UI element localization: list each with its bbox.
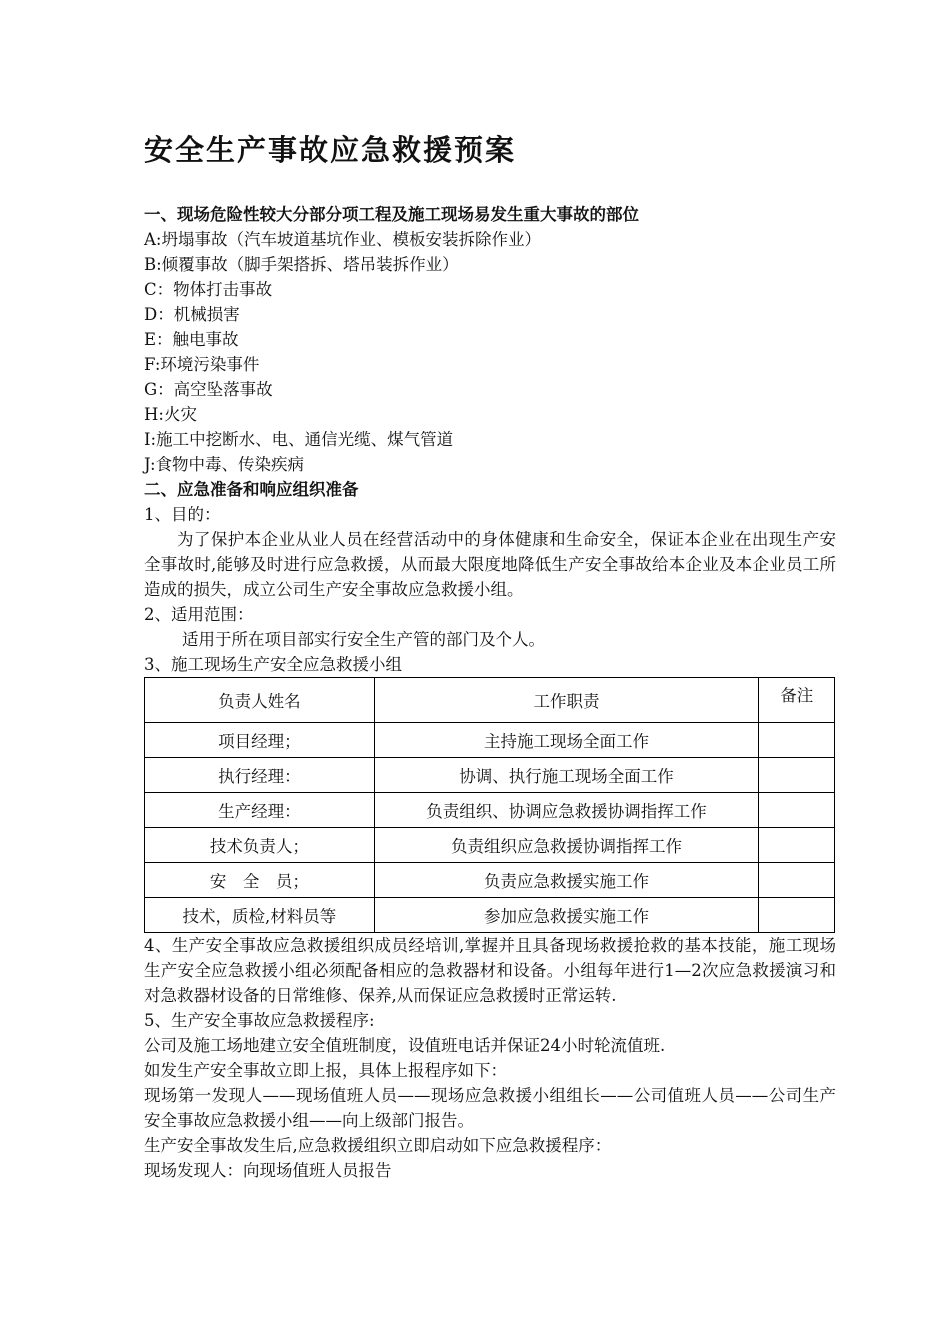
cell-note (759, 898, 835, 933)
table-header-row (145, 678, 835, 723)
table-row (145, 828, 835, 863)
hazard-item: B:倾覆事故（脚手架搭拆、塔吊装拆作业） (144, 255, 459, 274)
hazard-item: I:施工中挖断水、电、通信光缆、煤气管道 (144, 430, 454, 449)
hazard-item: C：物体打击事故 (144, 280, 273, 299)
cell-note (759, 793, 835, 828)
hazard-item: D：机械损害 (144, 305, 240, 324)
table-row (145, 863, 835, 898)
section2-heading: 二、应急准备和响应组织准备 (144, 480, 359, 499)
hazard-item: E：触电事故 (144, 330, 239, 349)
cell-note (759, 863, 835, 898)
hazard-item: H:火灾 (144, 405, 197, 424)
hazard-item: A:坍塌事故（汽车坡道基坑作业、模板安装拆除作业） (144, 230, 541, 249)
purpose-label: 1、目的： (144, 505, 221, 524)
table-row (145, 723, 835, 758)
rescue-team-table (144, 677, 835, 933)
after-line: 现场发现人：向现场值班人员报告 (144, 1161, 392, 1180)
hazard-list (144, 227, 836, 477)
after-line: 生产安全事故发生后,应急救援组织立即启动如下应急救援程序： (144, 1136, 612, 1155)
cell-duty: 协调、执行施工现场全面工作 (374, 758, 759, 793)
report-chain: 现场第一发现人——现场值班人员——现场应急救援小组组长——公司值班人员——公司生产安全事故应急救援小组——向上级部门报告。 (144, 1086, 836, 1130)
table-row (145, 758, 835, 793)
table-row (145, 898, 835, 933)
team-label: 3、施工现场生产安全应急救援小组 (144, 655, 402, 674)
hazard-item: J:食物中毒、传染疾病 (144, 455, 305, 474)
procedure-label: 5、生产安全事故应急救援程序: (144, 1011, 375, 1030)
cell-note (759, 758, 835, 793)
scope-label: 2、适用范围： (144, 605, 254, 624)
document-page (144, 128, 836, 1183)
purpose-text: 为了保护本企业从业人员在经营活动中的身体健康和生命安全，保证本企业在出现生产安全事故时,能够及时进行应急救援，从而最大限度地降低生产安全事故给本企业及本企业员工所造成的损失，成立公司生产安全事故应急救援小组。 (144, 530, 836, 599)
cell-duty: 负责应急救援实施工作 (374, 863, 759, 898)
section1-heading: 一、现场危险性较大分部分项工程及施工现场易发生重大事故的部位 (144, 205, 639, 224)
cell-name: 执行经理： (145, 758, 375, 793)
cell-note (759, 828, 835, 863)
hazard-item: G：高空坠落事故 (144, 380, 273, 399)
training-text: 4、生产安全事故应急救援组织成员经培训,掌握并且具备现场救援抢救的基本技能，施工现场生产安全应急救援小组必须配备相应的急救器材和设备。小组每年进行1—2次应急救援演习和对急救器材设备的日常维修、保养,从而保证应急救援时正常运转. (144, 936, 836, 1005)
cell-name: 生产经理： (145, 793, 375, 828)
cell-name: 技术负责人； (145, 828, 375, 863)
procedure-line: 公司及施工场地建立安全值班制度，设值班电话并保证24小时轮流值班. (144, 1036, 666, 1055)
cell-name: 技术，质检,材料员等 (145, 898, 375, 933)
document-title: 安全生产事故应急救援预案 (144, 133, 517, 167)
cell-note (759, 723, 835, 758)
cell-name: 项目经理； (145, 723, 375, 758)
cell-duty: 负责组织、协调应急救援协调指挥工作 (374, 793, 759, 828)
table-row (145, 793, 835, 828)
cell-name: 安 全 员； (145, 863, 375, 898)
hazard-item: F:环境污染事件 (144, 355, 260, 374)
cell-duty: 负责组织应急救援协调指挥工作 (374, 828, 759, 863)
header-duty: 工作职责 (374, 678, 759, 723)
scope-text: 适用于所在项目部实行安全生产管的部门及个人。 (182, 630, 545, 649)
procedure-line: 如发生产安全事故立即上报，具体上报程序如下： (144, 1061, 507, 1080)
cell-duty: 参加应急救援实施工作 (374, 898, 759, 933)
header-name: 负责人姓名 (145, 678, 375, 723)
header-note: 备注 (759, 678, 835, 723)
cell-duty: 主持施工现场全面工作 (374, 723, 759, 758)
